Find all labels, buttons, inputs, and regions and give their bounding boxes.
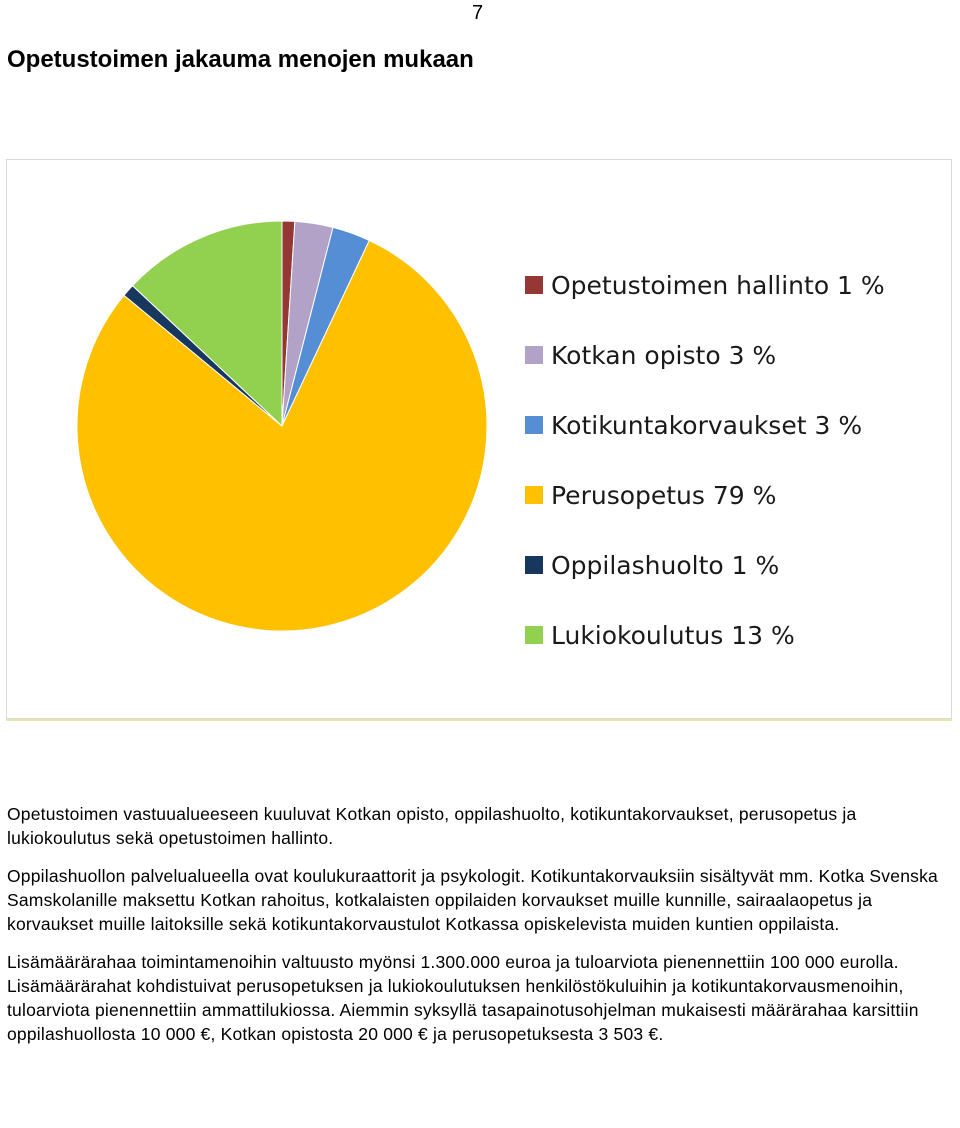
body-text: [7, 802, 952, 1060]
pie-chart: [6, 159, 952, 719]
page-number: 7: [472, 2, 484, 24]
legend-label: Lukiokoulutus 13 %: [551, 620, 795, 650]
legend-item: [525, 320, 885, 390]
legend-item: [525, 460, 885, 530]
page-title: Opetustoimen jakauma menojen mukaan: [7, 46, 474, 73]
paragraph-responsibilities: Opetustoimen vastuualueeseen kuuluvat Kotkan opisto, oppilashuolto, kotikuntakorvaukset, perusopetus ja lukiokoulutus sekä opetustoimen hallinto.: [7, 804, 857, 848]
legend-label: Kotkan opisto 3 %: [551, 340, 777, 370]
chart-legend: [525, 250, 885, 670]
legend-swatch: [525, 416, 543, 434]
legend-label: Kotikuntakorvaukset 3 %: [551, 410, 863, 440]
legend-label: Oppilashuolto 1 %: [551, 550, 780, 580]
legend-swatch: [525, 276, 543, 294]
legend-item: [525, 250, 885, 320]
legend-label: Perusopetus 79 %: [551, 480, 777, 510]
legend-swatch: [525, 556, 543, 574]
paragraph-appropriations: Lisämäärärahaa toimintamenoihin valtuusto myönsi 1.300.000 euroa ja tuloarviota pienennettiin 100 000 eurolla. Lisämäärärahat kohdistuivat perusopetuksen ja lukiokoulutuksen henkilöstökuluihin ja kotikuntakorvausmenoihin, tuloarviota pienennettiin ammattilukiossa. Aiemmin syksyllä tasapainotusohjelman mukaisesti määrärahaa karsittiin oppilashuollosta 10 000 €, Kotkan opistosta 20 000 € ja perusopetuksesta 3 503 €.: [7, 952, 919, 1044]
legend-item: [525, 600, 885, 670]
legend-swatch: [525, 346, 543, 364]
paragraph-student-welfare: Oppilashuollon palvelualueella ovat koulukuraattorit ja psykologit. Kotikuntakorvauksiin sisältyvät mm. Kotka Svenska Samskolanille maksettu Kotkan rahoitus, kotkalaisten oppilaiden korvaukset muille kunnille, sairaalaopetus ja korvaukset muille laitoksille sekä kotikuntakorvaustulot Kotkassa opiskelevista muiden kuntien oppilaista.: [7, 866, 938, 934]
legend-swatch: [525, 486, 543, 504]
legend-item: [525, 530, 885, 600]
legend-item: [525, 390, 885, 460]
legend-swatch: [525, 626, 543, 644]
legend-label: Opetustoimen hallinto 1 %: [551, 270, 885, 300]
